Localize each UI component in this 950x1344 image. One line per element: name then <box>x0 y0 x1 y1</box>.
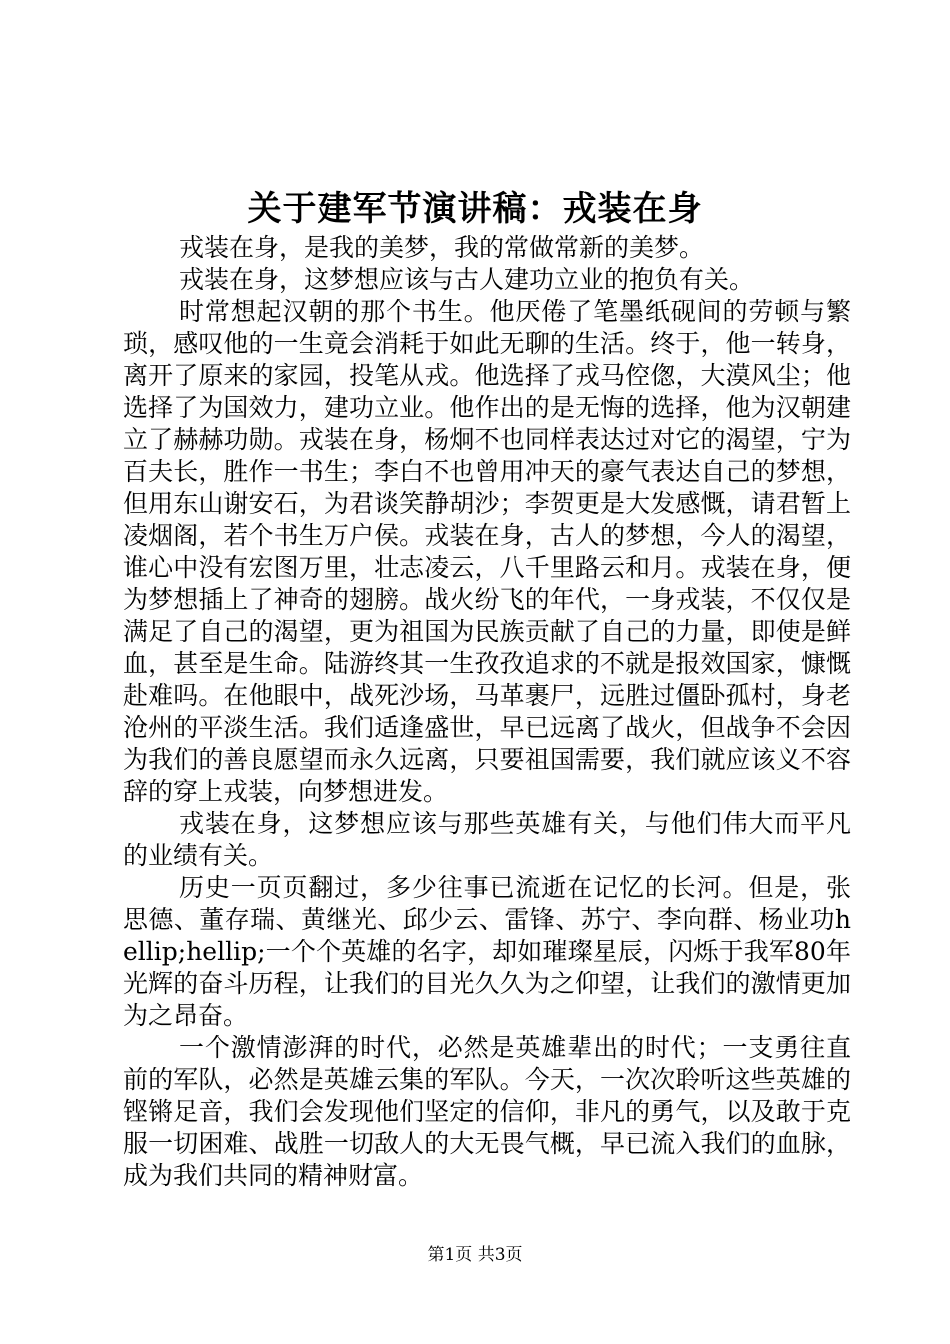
paragraph-5: 历史一页页翻过，多少往事已流逝在记忆的长河。但是，张思德、董存瑞、黄继光、邱少云、雷锋、苏宁、李向群、杨业功hellip;hellip;一个个英雄的名字，却如璀璨星辰，闪烁于我军80年光辉的奋斗历程，让我们的目光久久为之仰望，让我们的激情更加为之昂奋。 <box>123 873 851 1030</box>
paragraph-2: 戎装在身，这梦想应该与古人建功立业的抱负有关。 <box>179 265 755 294</box>
page-number-footer: 第1页 共3页 <box>427 1245 523 1265</box>
document-body <box>123 232 851 1192</box>
document-title: 关于建军节演讲稿：戎装在身 <box>247 189 703 229</box>
paragraph-6: 一个激情澎湃的时代，必然是英雄辈出的时代；一支勇往直前的军队，必然是英雄云集的军队。今天，一次次聆听这些英雄的铿锵足音，我们会发现他们坚定的信仰，非凡的勇气，以及敢于克服一切困难、战胜一切敌人的大无畏气概，早已流入我们的血脉，成为我们共同的精神财富。 <box>123 1033 851 1190</box>
paragraph-4: 戎装在身，这梦想应该与那些英雄有关，与他们伟大而平凡的业绩有关。 <box>123 809 851 870</box>
paragraph-1: 戎装在身，是我的美梦，我的常做常新的美梦。 <box>179 233 705 262</box>
paragraph-3: 时常想起汉朝的那个书生。他厌倦了笔墨纸砚间的劳顿与繁琐，感叹他的一生竟会消耗于如此无聊的生活。终于，他一转身，离开了原来的家园，投笔从戎。他选择了戎马倥偬，大漠风尘；他选择了为国效力，建功立业。他作出的是无悔的选择，他为汉朝建立了赫赫功勋。戎装在身，杨炯不也同样表达过对它的渴望，宁为百夫长，胜作一书生；李白不也曾用冲天的豪气表达自己的梦想，但用东山谢安石，为君谈笑静胡沙；李贺更是大发感慨，请君暂上凌烟阁，若个书生万户侯。戎装在身，古人的梦想，今人的渴望，谁心中没有宏图万里，壮志凌云，八千里路云和月。戎装在身，便为梦想插上了神奇的翅膀。战火纷飞的年代，一身戎装，不仅仅是满足了自己的渴望，更为祖国为民族贡献了自己的力量，即使是鲜血，甚至是生命。陆游终其一生孜孜追求的不就是报效国家，慷慨赴难吗。在他眼中，战死沙场，马革裹尸，远胜过僵卧孤村，身老沧州的平淡生活。我们适逢盛世，早已远离了战火，但战争不会因为我们的善良愿望而永久远离，只要祖国需要，我们就应该义不容辞的穿上戎装，向梦想进发。 <box>123 297 851 806</box>
